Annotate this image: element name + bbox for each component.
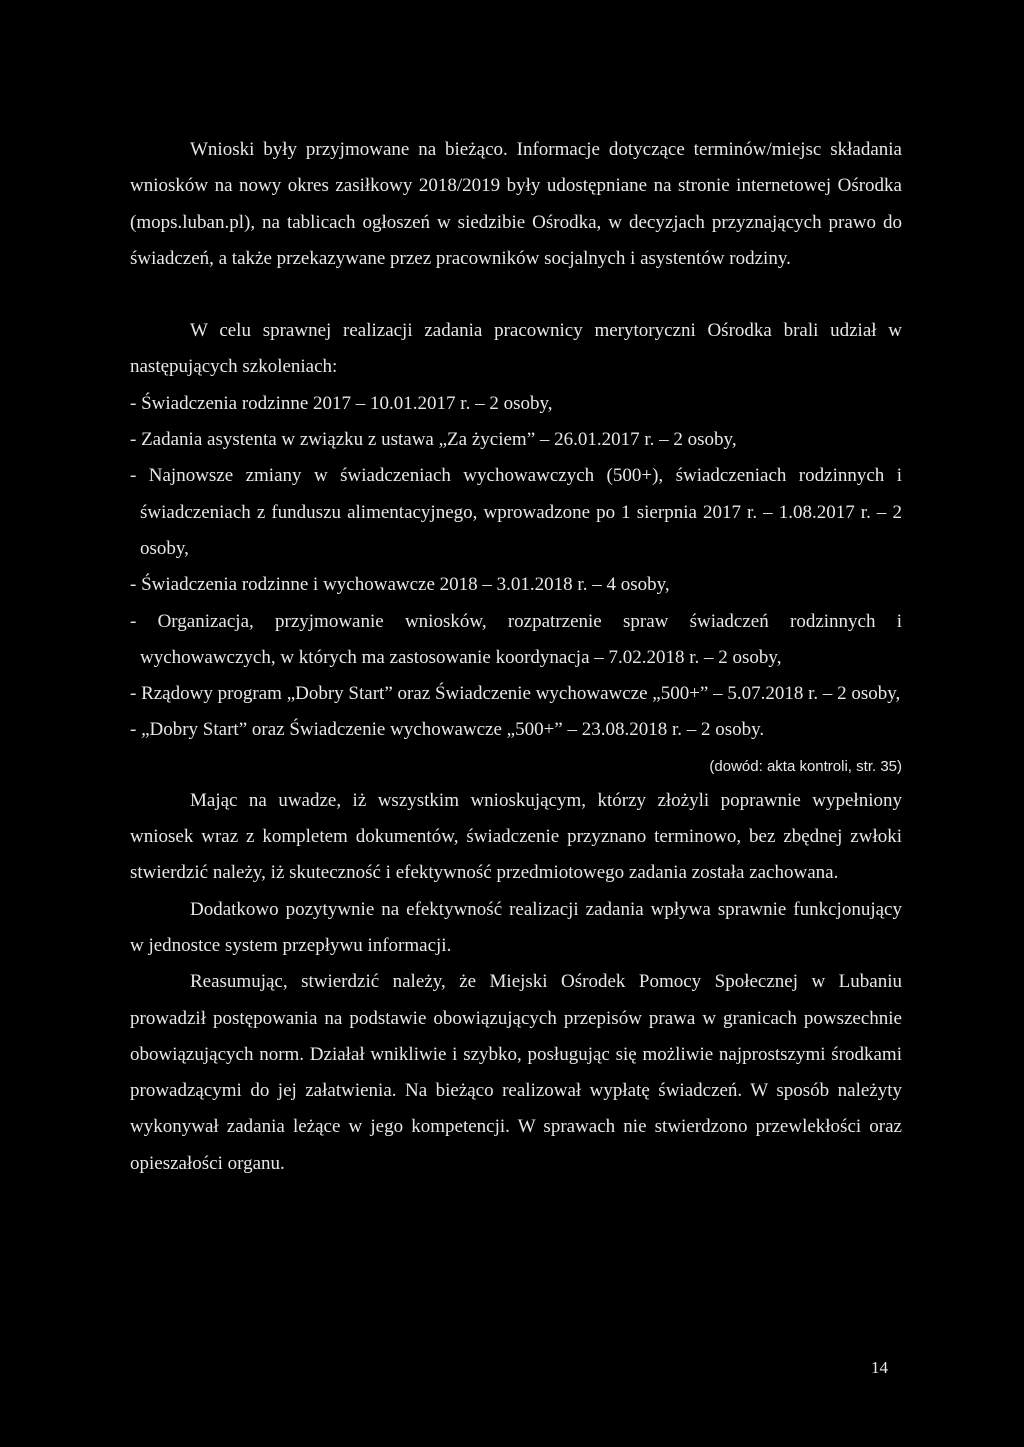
paragraph-gap [130,277,902,313]
paragraph-conclusion-information: Dodatkowo pozytywnie na efektywność realizacji zadania wpływa sprawnie funkcjonujący w jednostce system przepływu informacji. [130,898,902,956]
document-page [130,132,902,1182]
page-number: 14 [871,1358,888,1377]
training-item: - „Dobry Start” oraz Świadczenie wychowawcze „500+” – 23.08.2018 r. – 2 osoby. [130,719,765,741]
paragraph-conclusion-timeliness: Mając na uwadze, iż wszystkim wnioskującym, którzy złożyli poprawnie wypełniony wniosek wraz z kompletem dokumentów, świadczenie przyznano terminowo, bez zbędnej zwłoki stwierdzić należy, iż skuteczność i efektywność przedmiotowego zadania została zachowana. [130,789,902,884]
training-item: - Organizacja, przyjmowanie wniosków, rozpatrzenie spraw świadczeń rodzinnych i wychowawczych, w których ma zastosowanie koordynacja – 7.02.2018 r. – 2 osoby, [130,610,902,668]
training-item: - Najnowsze zmiany w świadczeniach wychowawczych (500+), świadczeniach rodzinnych i świadczeniach z funduszu alimentacyjnego, wprowadzone po 1 sierpnia 2017 r. – 1.08.2017 r. – 2 osoby, [130,465,902,559]
training-item: - Świadczenia rodzinne i wychowawcze 2018 – 3.01.2018 r. – 4 osoby, [130,574,670,596]
training-list [130,386,902,749]
training-item: - Rządowy program „Dobry Start” oraz Świadczenie wychowawcze „500+” – 5.07.2018 r. – 2 osoby, [130,683,901,705]
paragraph-summary: Reasumując, stwierdzić należy, że Miejski Ośrodek Pomocy Społecznej w Lubaniu prowadził postępowania na podstawie obowiązujących przepisów prawa w granicach powszechnie obowiązujących norm. Działał wnikliwie i szybko, posługując się możliwie najprostszymi środkami prowadzącymi do jej załatwienia. Na bieżąco realizował wypłatę świadczeń. W sposób należyty wykonywał zadania leżące w jego kompetencji. W sprawach nie stwierdzono przewlekłości oraz opieszałości organu. [130,971,902,1174]
paragraph-applications: Wnioski były przyjmowane na bieżąco. Informacje dotyczące terminów/miejsc składania wniosków na nowy okres zasiłkowy 2018/2019 były udostępniane na stronie internetowej Ośrodka (mops.luban.pl), na tablicach ogłoszeń w siedzibie Ośrodka, w decyzjach przyznających prawo do świadczeń, a także przekazywane przez pracowników socjalnych i asystentów rodziny. [130,139,902,269]
evidence-note: (dowód: akta kontroli, str. 35) [709,757,902,775]
paragraph-trainings-intro: W celu sprawnej realizacji zadania pracownicy merytoryczni Ośrodka brali udział w następujących szkoleniach: [130,320,902,378]
training-item: - Świadczenia rodzinne 2017 – 10.01.2017 r. – 2 osoby, [130,392,553,414]
training-item: - Zadania asystenta w związku z ustawa „Za życiem” – 26.01.2017 r. – 2 osoby, [130,429,737,451]
